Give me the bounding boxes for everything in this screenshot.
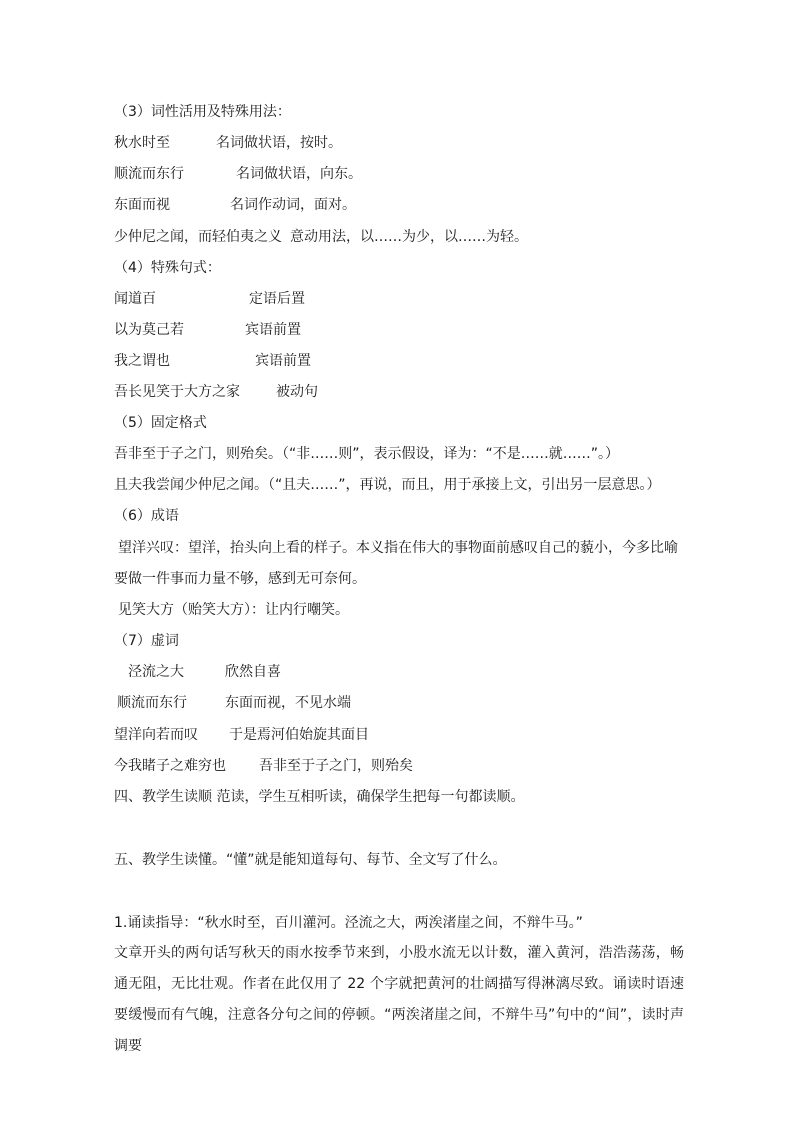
fixed-format-line: 吾非至于子之门，则殆矣。（“非……则”，表示假设，译为：“不是……就……”。） (114, 446, 620, 462)
function-word-example: 望洋向若而叹 (114, 727, 198, 743)
function-word-example: 东面而视，不见水端 (225, 695, 351, 711)
pattern-example: 吾长见笑于大方之家 (114, 384, 240, 400)
usage-note: 名词做状语，向东。 (236, 166, 362, 182)
pattern-example: 闻道百 (114, 291, 156, 307)
function-word-example: 今我睹子之难穷也 (114, 758, 226, 774)
function-word-example: 顺流而东行 (117, 695, 187, 711)
heading-fixed-format: （5）固定格式 (114, 415, 207, 431)
fixed-format-line: 且夫我尝闻少仲尼之闻。（“且夫……”，再说，而且，用于承接上文，引出另一层意思。） (114, 477, 661, 493)
pattern-type: 宾语前置 (245, 322, 301, 338)
section-four: 四、教学生读顺 范读，学生互相听读，确保学生把每一句都读顺。 (114, 789, 525, 805)
idiom-line: 要做一件事而力量不够，感到无可奈何。 (114, 571, 366, 587)
pattern-type: 宾语前置 (255, 353, 311, 369)
heading-function-words: （7）虚词 (114, 633, 179, 649)
idiom-line: 望洋兴叹：望洋，抬头向上看的样子。本义指在伟大的事物面前感叹自己的藐小，今多比喻 (118, 540, 678, 556)
heading-idioms: （6）成语 (114, 508, 179, 524)
function-word-example: 吾非至于子之门，则殆矣 (259, 758, 413, 774)
function-word-example: 欣然自喜 (225, 664, 281, 680)
function-word-example: 泾流之大 (128, 664, 184, 680)
usage-note: 名词做状语，按时。 (216, 135, 342, 151)
usage-example: 顺流而东行 (114, 166, 184, 182)
body-paragraph: 文章开头的两句话写秋天的雨水按季节来到，小股水流无以计数，灌入黄河，浩浩荡荡，畅通无阻，无比壮观。作者在此仅用了 22 个字就把黄河的壮阔描写得淋漓尽致。诵读时语速要缓慢而有气魄，注意各分句之间的停顿。“两涘渚崖之间，不辩牛马”句中的“间”，读时声调要 (114, 945, 684, 1054)
pattern-type: 定语后置 (249, 291, 305, 307)
pattern-type: 被动句 (276, 384, 318, 400)
usage-note: 意动用法，以……为少，以……为轻。 (290, 229, 528, 245)
usage-example: 秋水时至 (114, 135, 170, 151)
function-word-example: 于是焉河伯始旋其面目 (229, 727, 369, 743)
usage-note: 名词作动词，面对。 (230, 197, 356, 213)
usage-example: 少仲尼之闻，而轻伯夷之义 (114, 229, 282, 245)
idiom-line: 见笑大方（贻笑大方）：让内行嘲笑。 (118, 602, 349, 618)
heading-sentence-patterns: （4）特殊句式： (114, 260, 221, 276)
pattern-example: 我之谓也 (114, 353, 170, 369)
section-five: 五、教学生读懂。“懂”就是能知道每句、每节、全文写了什么。 (114, 852, 507, 868)
usage-example: 东面而视 (114, 197, 170, 213)
heading-word-usage: （3）词性活用及特殊用法： (114, 104, 291, 120)
reading-guide: 1.诵读指导：“秋水时至，百川灌河。泾流之大，两涘渚崖之间，不辩牛马。” (114, 915, 583, 931)
pattern-example: 以为莫己若 (114, 322, 184, 338)
